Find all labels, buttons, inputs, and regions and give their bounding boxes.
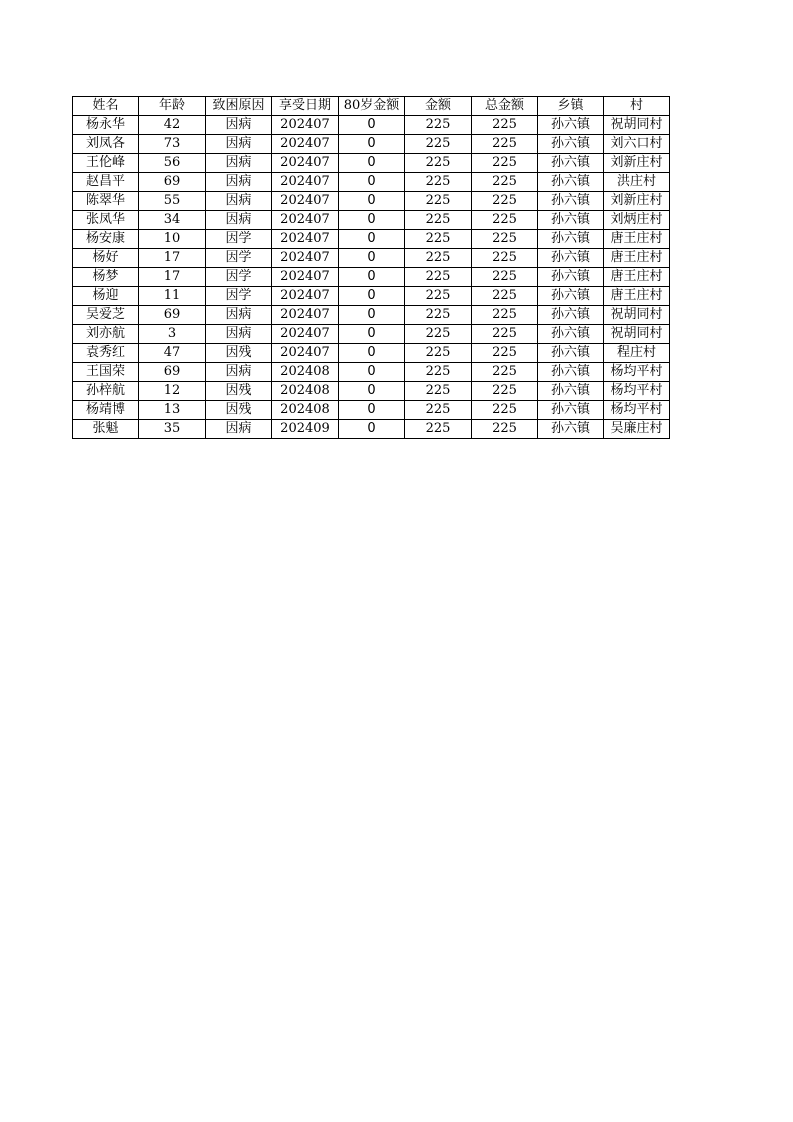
cell-date: 202407 xyxy=(272,192,339,211)
cell-age: 69 xyxy=(139,306,206,325)
cell-amount: 225 xyxy=(405,249,472,268)
table-row xyxy=(73,325,670,344)
cell-town: 孙六镇 xyxy=(538,230,604,249)
cell-age: 11 xyxy=(139,287,206,306)
cell-village: 刘六口村 xyxy=(604,135,670,154)
cell-name: 刘亦航 xyxy=(73,325,139,344)
cell-amount: 225 xyxy=(405,154,472,173)
cell-name: 孙梓航 xyxy=(73,382,139,401)
cell-age: 17 xyxy=(139,249,206,268)
cell-age: 73 xyxy=(139,135,206,154)
cell-reason: 因学 xyxy=(206,230,272,249)
cell-amount: 225 xyxy=(405,325,472,344)
cell-town: 孙六镇 xyxy=(538,287,604,306)
cell-80-amount: 0 xyxy=(339,154,405,173)
cell-town: 孙六镇 xyxy=(538,116,604,135)
cell-age: 42 xyxy=(139,116,206,135)
cell-age: 69 xyxy=(139,363,206,382)
cell-reason: 因病 xyxy=(206,154,272,173)
cell-age: 35 xyxy=(139,420,206,439)
cell-town: 孙六镇 xyxy=(538,344,604,363)
table-row xyxy=(73,363,670,382)
cell-80-amount: 0 xyxy=(339,249,405,268)
cell-total-amount: 225 xyxy=(472,382,538,401)
cell-name: 杨安康 xyxy=(73,230,139,249)
header-amount: 金额 xyxy=(405,97,472,116)
cell-age: 13 xyxy=(139,401,206,420)
cell-amount: 225 xyxy=(405,382,472,401)
header-reason: 致困原因 xyxy=(206,97,272,116)
cell-name: 王伦峰 xyxy=(73,154,139,173)
cell-name: 陈翠华 xyxy=(73,192,139,211)
table-row xyxy=(73,230,670,249)
table-header-row xyxy=(73,97,670,116)
cell-date: 202407 xyxy=(272,173,339,192)
header-total-amount: 总金额 xyxy=(472,97,538,116)
cell-town: 孙六镇 xyxy=(538,135,604,154)
cell-80-amount: 0 xyxy=(339,192,405,211)
cell-reason: 因残 xyxy=(206,344,272,363)
cell-age: 47 xyxy=(139,344,206,363)
cell-80-amount: 0 xyxy=(339,401,405,420)
cell-village: 祝胡同村 xyxy=(604,306,670,325)
cell-amount: 225 xyxy=(405,192,472,211)
cell-age: 12 xyxy=(139,382,206,401)
cell-town: 孙六镇 xyxy=(538,192,604,211)
cell-name: 袁秀红 xyxy=(73,344,139,363)
table-row xyxy=(73,211,670,230)
cell-date: 202407 xyxy=(272,116,339,135)
cell-name: 刘凤各 xyxy=(73,135,139,154)
table-row xyxy=(73,249,670,268)
table-row xyxy=(73,268,670,287)
header-village: 村 xyxy=(604,97,670,116)
cell-village: 杨均平村 xyxy=(604,382,670,401)
table-row xyxy=(73,192,670,211)
cell-town: 孙六镇 xyxy=(538,363,604,382)
cell-amount: 225 xyxy=(405,173,472,192)
cell-town: 孙六镇 xyxy=(538,173,604,192)
cell-80-amount: 0 xyxy=(339,306,405,325)
cell-reason: 因病 xyxy=(206,211,272,230)
cell-date: 202407 xyxy=(272,268,339,287)
cell-80-amount: 0 xyxy=(339,268,405,287)
cell-village: 祝胡同村 xyxy=(604,325,670,344)
cell-80-amount: 0 xyxy=(339,287,405,306)
cell-amount: 225 xyxy=(405,268,472,287)
cell-village: 唐王庄村 xyxy=(604,230,670,249)
cell-reason: 因病 xyxy=(206,325,272,344)
cell-reason: 因学 xyxy=(206,287,272,306)
cell-amount: 225 xyxy=(405,287,472,306)
cell-name: 杨永华 xyxy=(73,116,139,135)
table-row xyxy=(73,344,670,363)
table-row xyxy=(73,420,670,439)
table-row xyxy=(73,154,670,173)
cell-reason: 因病 xyxy=(206,306,272,325)
cell-total-amount: 225 xyxy=(472,325,538,344)
cell-town: 孙六镇 xyxy=(538,154,604,173)
cell-date: 202407 xyxy=(272,154,339,173)
cell-amount: 225 xyxy=(405,420,472,439)
cell-amount: 225 xyxy=(405,211,472,230)
cell-80-amount: 0 xyxy=(339,173,405,192)
cell-village: 杨均平村 xyxy=(604,401,670,420)
cell-total-amount: 225 xyxy=(472,192,538,211)
cell-total-amount: 225 xyxy=(472,135,538,154)
cell-total-amount: 225 xyxy=(472,401,538,420)
cell-village: 程庄村 xyxy=(604,344,670,363)
cell-amount: 225 xyxy=(405,401,472,420)
cell-town: 孙六镇 xyxy=(538,382,604,401)
cell-date: 202408 xyxy=(272,401,339,420)
cell-amount: 225 xyxy=(405,116,472,135)
cell-total-amount: 225 xyxy=(472,344,538,363)
cell-total-amount: 225 xyxy=(472,420,538,439)
cell-total-amount: 225 xyxy=(472,249,538,268)
cell-date: 202407 xyxy=(272,325,339,344)
cell-date: 202409 xyxy=(272,420,339,439)
cell-reason: 因病 xyxy=(206,420,272,439)
cell-village: 刘新庄村 xyxy=(604,192,670,211)
cell-80-amount: 0 xyxy=(339,325,405,344)
cell-80-amount: 0 xyxy=(339,382,405,401)
cell-town: 孙六镇 xyxy=(538,325,604,344)
cell-village: 祝胡同村 xyxy=(604,116,670,135)
cell-reason: 因病 xyxy=(206,116,272,135)
cell-age: 3 xyxy=(139,325,206,344)
cell-name: 杨梦 xyxy=(73,268,139,287)
table-row xyxy=(73,173,670,192)
cell-80-amount: 0 xyxy=(339,420,405,439)
table-row xyxy=(73,116,670,135)
cell-reason: 因病 xyxy=(206,192,272,211)
cell-town: 孙六镇 xyxy=(538,420,604,439)
cell-total-amount: 225 xyxy=(472,173,538,192)
cell-total-amount: 225 xyxy=(472,230,538,249)
cell-date: 202407 xyxy=(272,287,339,306)
header-age: 年龄 xyxy=(139,97,206,116)
cell-date: 202407 xyxy=(272,344,339,363)
header-town: 乡镇 xyxy=(538,97,604,116)
cell-age: 69 xyxy=(139,173,206,192)
cell-village: 刘新庄村 xyxy=(604,154,670,173)
cell-village: 刘炳庄村 xyxy=(604,211,670,230)
cell-age: 55 xyxy=(139,192,206,211)
cell-reason: 因学 xyxy=(206,268,272,287)
cell-town: 孙六镇 xyxy=(538,249,604,268)
cell-age: 10 xyxy=(139,230,206,249)
cell-village: 洪庄村 xyxy=(604,173,670,192)
cell-town: 孙六镇 xyxy=(538,306,604,325)
cell-name: 赵昌平 xyxy=(73,173,139,192)
table-row xyxy=(73,306,670,325)
header-80-amount: 80岁金额 xyxy=(339,97,405,116)
cell-reason: 因残 xyxy=(206,382,272,401)
table-row xyxy=(73,382,670,401)
cell-reason: 因病 xyxy=(206,135,272,154)
cell-total-amount: 225 xyxy=(472,287,538,306)
header-name: 姓名 xyxy=(73,97,139,116)
cell-reason: 因残 xyxy=(206,401,272,420)
cell-name: 王国荣 xyxy=(73,363,139,382)
cell-80-amount: 0 xyxy=(339,135,405,154)
cell-80-amount: 0 xyxy=(339,230,405,249)
cell-date: 202407 xyxy=(272,249,339,268)
cell-village: 杨均平村 xyxy=(604,363,670,382)
cell-date: 202408 xyxy=(272,382,339,401)
cell-amount: 225 xyxy=(405,344,472,363)
cell-total-amount: 225 xyxy=(472,154,538,173)
cell-village: 唐王庄村 xyxy=(604,287,670,306)
cell-town: 孙六镇 xyxy=(538,401,604,420)
cell-name: 张魁 xyxy=(73,420,139,439)
table-body xyxy=(73,116,670,439)
cell-date: 202407 xyxy=(272,211,339,230)
cell-reason: 因病 xyxy=(206,363,272,382)
cell-total-amount: 225 xyxy=(472,363,538,382)
cell-age: 56 xyxy=(139,154,206,173)
cell-name: 杨迎 xyxy=(73,287,139,306)
cell-name: 杨好 xyxy=(73,249,139,268)
cell-name: 张凤华 xyxy=(73,211,139,230)
cell-80-amount: 0 xyxy=(339,116,405,135)
cell-80-amount: 0 xyxy=(339,344,405,363)
cell-total-amount: 225 xyxy=(472,268,538,287)
cell-name: 杨靖博 xyxy=(73,401,139,420)
cell-amount: 225 xyxy=(405,363,472,382)
cell-total-amount: 225 xyxy=(472,211,538,230)
cell-total-amount: 225 xyxy=(472,116,538,135)
cell-village: 唐王庄村 xyxy=(604,249,670,268)
cell-village: 唐王庄村 xyxy=(604,268,670,287)
cell-amount: 225 xyxy=(405,230,472,249)
cell-name: 吴爱芝 xyxy=(73,306,139,325)
cell-village: 吴廉庄村 xyxy=(604,420,670,439)
cell-town: 孙六镇 xyxy=(538,211,604,230)
header-date: 享受日期 xyxy=(272,97,339,116)
cell-amount: 225 xyxy=(405,306,472,325)
cell-date: 202407 xyxy=(272,230,339,249)
cell-80-amount: 0 xyxy=(339,211,405,230)
cell-date: 202408 xyxy=(272,363,339,382)
cell-80-amount: 0 xyxy=(339,363,405,382)
cell-age: 34 xyxy=(139,211,206,230)
table-row xyxy=(73,135,670,154)
cell-date: 202407 xyxy=(272,135,339,154)
cell-amount: 225 xyxy=(405,135,472,154)
cell-reason: 因学 xyxy=(206,249,272,268)
cell-date: 202407 xyxy=(272,306,339,325)
cell-reason: 因病 xyxy=(206,173,272,192)
data-table xyxy=(72,96,670,439)
table-row xyxy=(73,287,670,306)
cell-age: 17 xyxy=(139,268,206,287)
table-row xyxy=(73,401,670,420)
cell-total-amount: 225 xyxy=(472,306,538,325)
cell-town: 孙六镇 xyxy=(538,268,604,287)
